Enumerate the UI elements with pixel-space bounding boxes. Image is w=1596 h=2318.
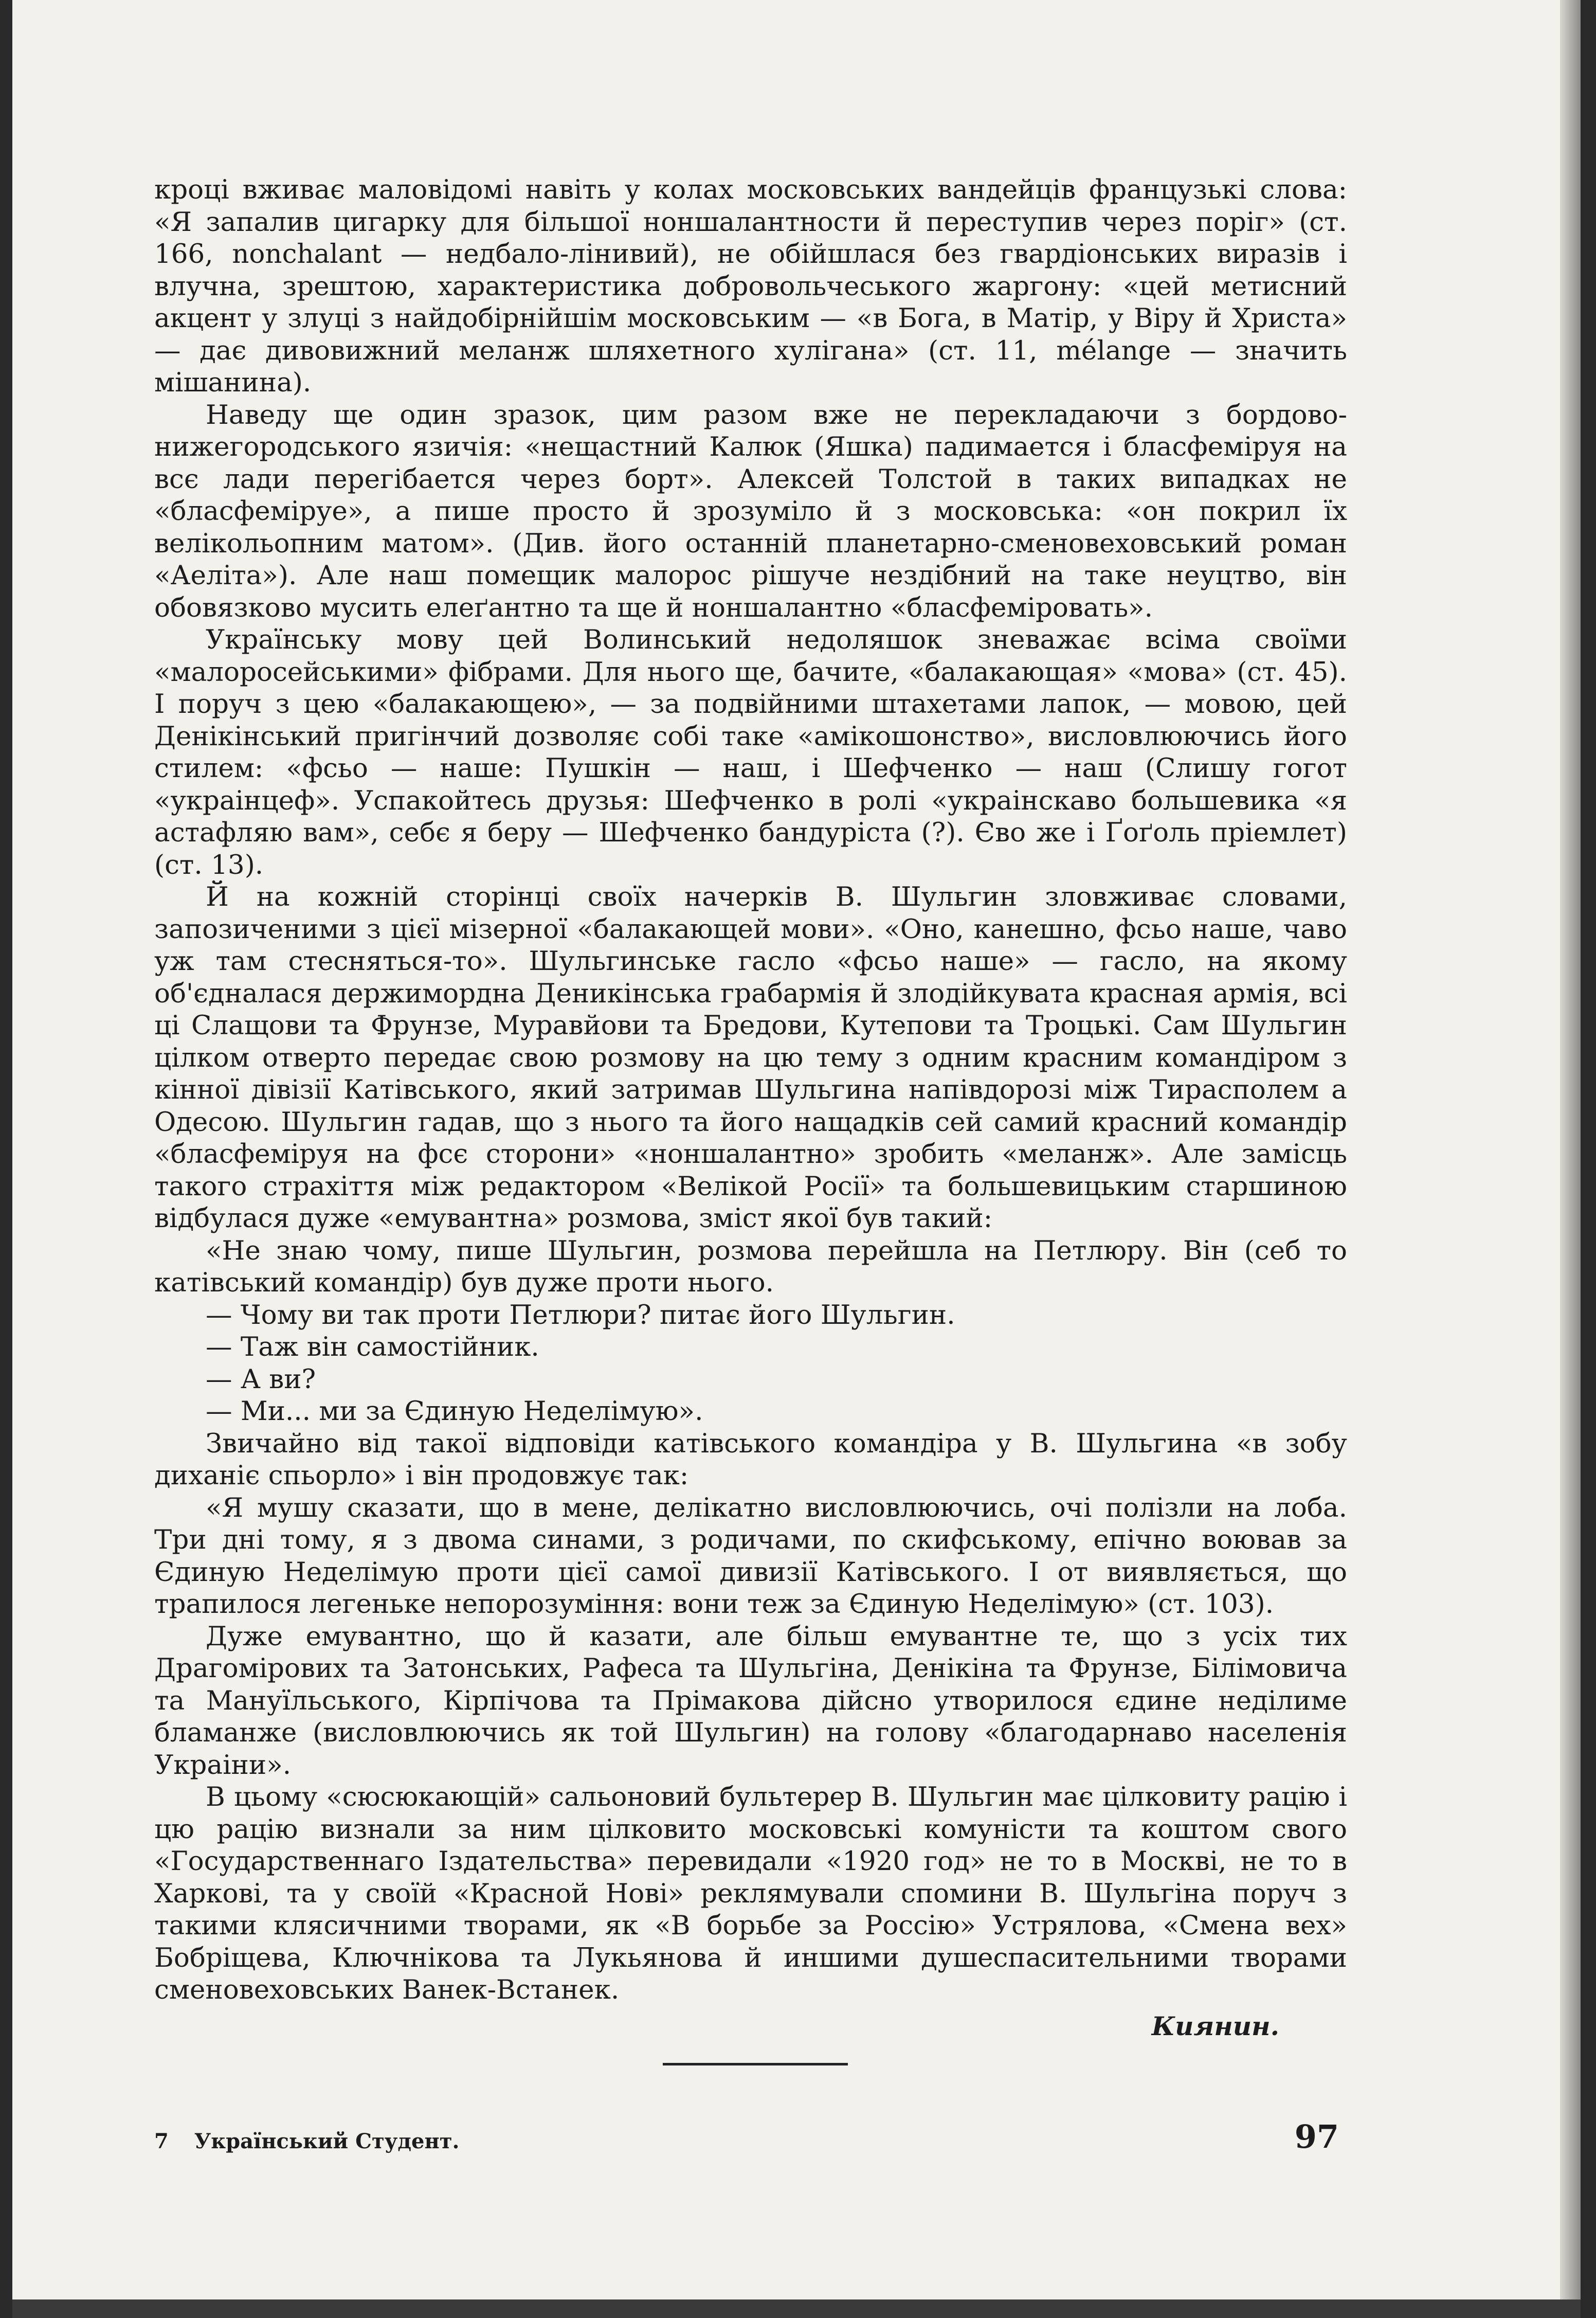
journal-title: Український Студент. — [194, 2129, 460, 2153]
paragraph-7: В цьому «сюсюкающій» сальоновий бультерер В. Шульгин має цілковиту рацію і цю рацію визнали за ним цілковито московські комуністи та коштом свого «Государственнаго Іздательства» перевидали «1920 год» не то в Москві, не то в Харкові, та у своїй «Красной Нові» реклямували спомини В. Шульгіна поруч з такими клясичними творами, як «В борьбе за Россію» Устрялова, «Смена вех» Бобріщева, Ключнікова та Лукьянова й иншими душеспасительними творами сменовеховських Ванек-Встанек. — [154, 1782, 1347, 2005]
page-number: 97 — [1294, 2118, 1339, 2155]
paragraph-2: Наведу ще один зразок, цим разом вже не перекладаючи з бордово-нижегородського язичія: «нещастний Калюк (Яшка) падимается і бласфеміруя на всє лади перегібается через борт». Алексей Толстой в таких випадках не «бласфеміруе», а пише просто й зрозуміло й з московська: «он покрил їх велікольопним матом». (Див. його останній планетарно-сменовеховський роман «Аеліта»). Але наш помещик малорос рішуче нездібний на таке неуцтво, він обовязково мусить елеґантно та ще й ноншалантно «бласфеміровать». — [154, 399, 1347, 623]
author-signature: Киянин. — [1151, 2011, 1279, 2041]
paragraph-5: Звичайно від такої відповіди катівського командіра у В. Шульгина «в зобу диханіє спьорло» і він продовжує так: — [154, 1428, 1347, 1491]
quote-paragraph-2: «Я мушу сказати, що в мене, делікатно висловлюючись, очі полізли на лоба. Три дні тому, я з двома синами, з родичами, по скифському, епічно воював за Єдиную Неделімую проти цієї самої дивизії Катівського. І от виявляється, що трапилося легеньке непорозуміння: вони теж за Єдиную Неделімую» (ст. 103). — [154, 1492, 1347, 1620]
dialogue-line-1: — Чому ви так проти Петлюри? питає його Шульгин. — [206, 1299, 955, 1331]
page — [12, 0, 1581, 2318]
paragraph-4: Й на кожній сторінці своїх начерків В. Шульгин зловживає словами, запозиченими з цієї мізерної «балакающей мови». «Оно, канешно, фсьо наше, чаво уж там стесняться-то». Шульгинське гасло «фсьо наше» — гасло, на якому об'єдналася держимордна Деникінська грабармія й злодійкувата красная армія, всі ці Слащови та Фрунзе, Муравйови та Бредови, Кутепови та Троцькі. Сам Шульгин цілком отверто передає свою розмову на цю тему з одним красним командіром з кінної дівізії Катівського, який затримав Шульгина напівдорозі між Тирасполем а Одесою. Шульгин гадав, що з нього та його нащадків сей самий красний командір «бласфеміруя на фсє сторони» «ноншалантно» зробить «меланж». Але замісць такого страхіття між редактором «Велікой Росії» та большевицьким старшиною відбулася дуже «емувантна» розмова, зміст якої був такий: — [154, 882, 1347, 1234]
paragraph-1: кроці вживає маловідомі навіть у колах московських вандейців французькі слова: «Я запалив цигарку для більшої ноншалантности й переступив через поріг» (ст. 166, nonchalant — недбало-лінивий), не обійшлася без гвардіонських виразів і влучна, зрештою, характеристика добровольчеського жаргону: «цей метисний акцент у злуці з найдобірнійшім московським — «в Бога, в Матір, у Віру й Христа» — дає дивовижний меланж шляхетного хулігана» (ст. 11, mélange — значить мішанина). — [154, 174, 1347, 398]
dialogue-line-3: — А ви? — [206, 1363, 316, 1395]
page-edge-shadow — [1560, 0, 1581, 2318]
paragraph-3: Українську мову цей Волинський недоляшок зневажає всіма своїми «малоросейськими» фібрами. Для нього ще, бачите, «балакающая» «мова» (ст. 45). І поруч з цею «балакающею», — за подвійними штахетами лапок, — мовою, цей Денікінський пригінчий дозволяє собі таке «амікошонство», висловлюючись його стилем: «фсьо — наше: Пушкін — наш, і Шефченко — наш (Слишу гогот «украінцеф». Успакойтесь друзья: Шефченко в ролі «украінскаво большевика «я астафляю вам», себє я беру — Шефченко бандуріста (?). Єво же і Ґоґоль пріемлет) (ст. 13). — [154, 624, 1347, 881]
footer-signature-line — [154, 2129, 459, 2153]
scan-bottom-edge — [12, 2299, 1581, 2318]
quote-paragraph-1: «Не знаю чому, пише Шульгин, розмова перейшла на Петлюру. Він (себ то катівський командір) був дуже проти нього. — [154, 1235, 1347, 1298]
paragraph-6: Дуже емувантно, що й казати, але більш емувантне те, що з усіх тих Драгомірових та Затонських, Рафеса та Шульгіна, Денікіна та Фрунзе, Білімовича та Мануїльського, Кірпічова та Прімакова дійсно утворилося єдине неділиме бламанже (висловлюючись як той Шульгин) на голову «благодарнаво населенія Украіни». — [154, 1621, 1347, 1781]
printer-signature-number: 7 — [154, 2129, 169, 2153]
end-rule-divider — [663, 2063, 848, 2065]
article-body — [154, 174, 1347, 2006]
dialogue-line-4: — Ми... ми за Єдиную Неделімую». — [206, 1396, 703, 1427]
dialogue-line-2: — Таж він самостійник. — [206, 1332, 539, 1362]
